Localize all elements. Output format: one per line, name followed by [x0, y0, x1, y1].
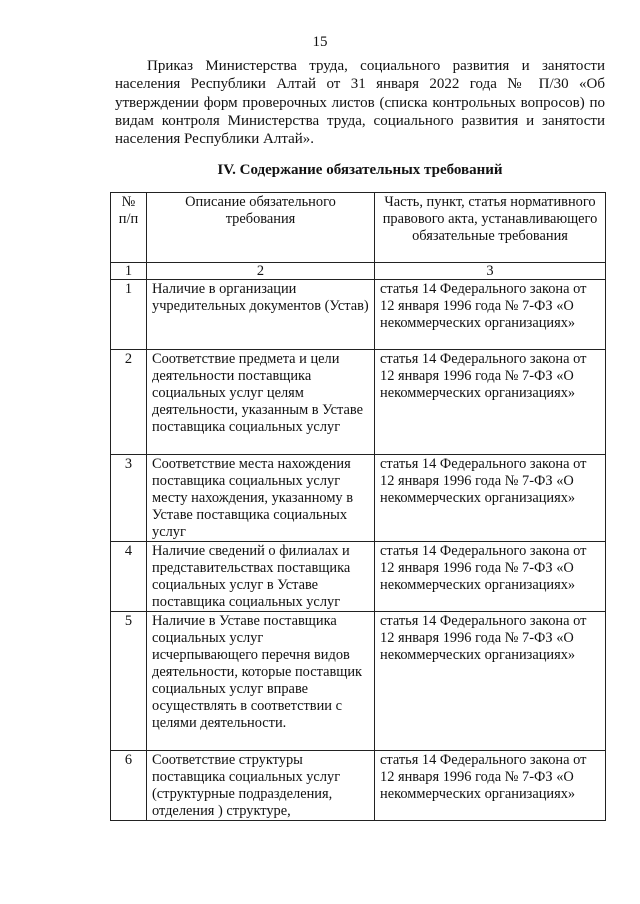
row-number: 3 [111, 455, 147, 542]
intro-paragraph: Приказ Министерства труда, социального развития и занятости населения Республики Алтай от 31 января 2022 года № П/30 «Об утверждении форм проверочных листов (списка контрольных вопросов) по видам контроля Министерства труда, социального развития и занятости населения Республики Алтай». [115, 58, 605, 148]
row-law: статья 14 Федерального закона от 12 января 1996 года № 7-ФЗ «О некоммерческих организациях» [375, 455, 606, 542]
column-number: 1 [111, 263, 147, 280]
row-description: Соответствие места нахождения поставщика социальных услуг месту нахождения, указанному в Уставе поставщика социальных услуг [147, 455, 375, 542]
row-description: Соответствие предмета и цели деятельности поставщика социальных услуг целям деятельности, указанным в Уставе поставщика социальных услуг [147, 350, 375, 455]
row-law: статья 14 Федерального закона от 12 января 1996 года № 7-ФЗ «О некоммерческих организациях» [375, 350, 606, 455]
table-header-row [111, 193, 606, 263]
page-number: 15 [312, 34, 328, 50]
table-row [111, 455, 606, 542]
header-law: Часть, пункт, статья нормативного правового акта, устанавливающего обязательные требования [375, 193, 606, 263]
table-row [111, 350, 606, 455]
row-number: 2 [111, 350, 147, 455]
table-row [111, 542, 606, 612]
column-numbering-row [111, 263, 606, 280]
requirements-table [110, 192, 606, 821]
row-description: Соответствие структуры поставщика социальных услуг (структурные подразделения, отделения ) структуре, [147, 751, 375, 821]
section-title: IV. Содержание обязательных требований [217, 162, 503, 178]
header-num: № п/п [111, 193, 147, 263]
row-number: 5 [111, 612, 147, 751]
row-law: статья 14 Федерального закона от 12 января 1996 года № 7-ФЗ «О некоммерческих организациях» [375, 751, 606, 821]
row-law: статья 14 Федерального закона от 12 января 1996 года № 7-ФЗ «О некоммерческих организациях» [375, 612, 606, 751]
table-row [111, 280, 606, 350]
row-number: 6 [111, 751, 147, 821]
table-row [111, 751, 606, 821]
row-number: 4 [111, 542, 147, 612]
column-number: 3 [375, 263, 606, 280]
row-description: Наличие сведений о филиалах и представительствах поставщика социальных услуг в Уставе поставщика социальных услуг [147, 542, 375, 612]
header-description: Описание обязательного требования [147, 193, 375, 263]
row-law: статья 14 Федерального закона от 12 января 1996 года № 7-ФЗ «О некоммерческих организациях» [375, 280, 606, 350]
row-description: Наличие в Уставе поставщика социальных услуг исчерпывающего перечня видов деятельности, которые поставщик социальных услуг вправе осуществлять в соответствии с целями деятельности. [147, 612, 375, 751]
column-number: 2 [147, 263, 375, 280]
row-law: статья 14 Федерального закона от 12 января 1996 года № 7-ФЗ «О некоммерческих организациях» [375, 542, 606, 612]
row-number: 1 [111, 280, 147, 350]
table-row [111, 612, 606, 751]
row-description: Наличие в организации учредительных документов (Устав) [147, 280, 375, 350]
